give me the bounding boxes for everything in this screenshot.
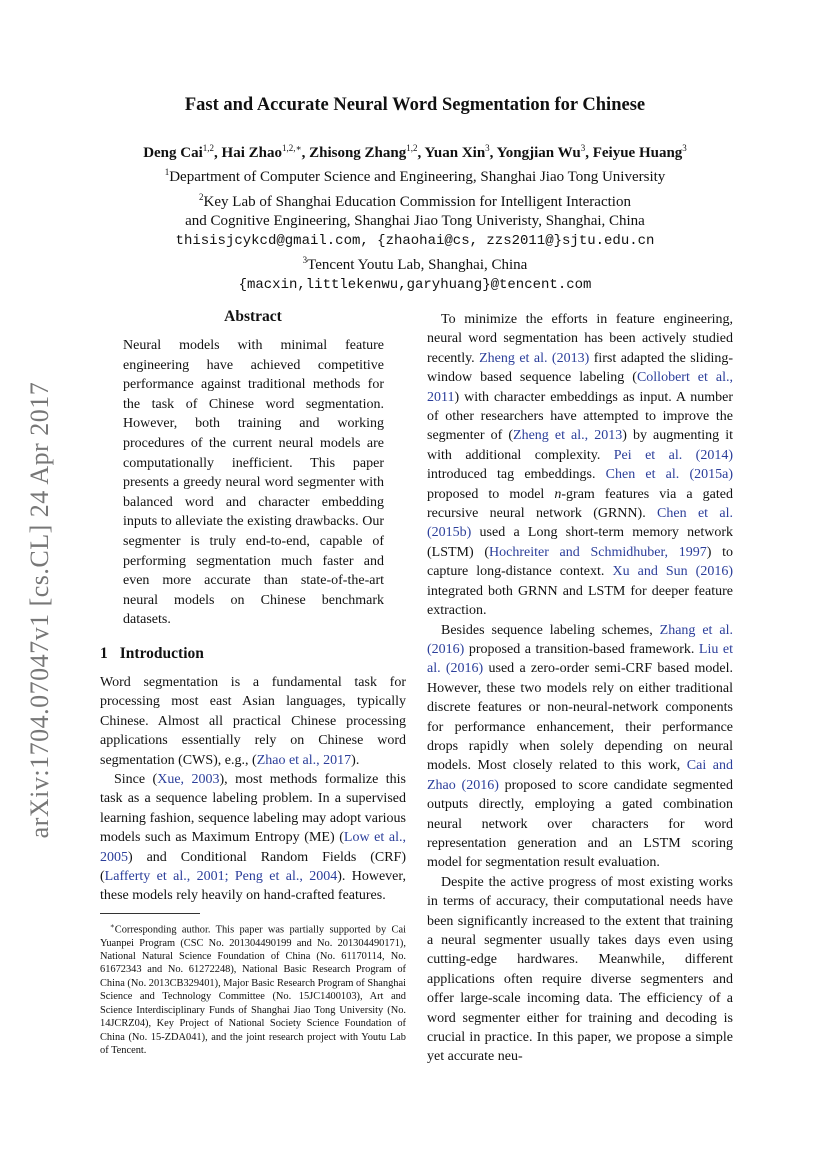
citation-link[interactable]: Zheng et al., 2013 xyxy=(513,428,623,444)
body-paragraph-neural: To minimize the efforts in feature engineering, neural word segmentation has been actively studied recently. Zheng et al. (2013) first adapted the sliding-window based sequence labeling (Collobert et al., 2011) with character embeddings as input. A number of other researchers have attempted to improve the segmenter of (Zheng et al., 2013) by augmenting it with additional complexity. Pei et al. (2014) introduced tag embeddings. Chen et al. (2015a) proposed to model n-gram features via a gated recursive neural network (GRNN). Chen et al. (2015b) used a Long short-term memory network (LSTM) (Hochreiter and Schmidhuber, 1997) to capture long-distance context. Xu and Sun (2016) integrated both GRNN and LSTM for deeper feature extraction. xyxy=(427,312,734,619)
citation-link[interactable]: Xu and Sun (2016) xyxy=(612,564,734,580)
citation-link[interactable]: Cai and Zhao (2016) xyxy=(427,758,733,793)
citation-link[interactable]: Zhao et al., 2017 xyxy=(256,752,352,768)
body-paragraph-efficiency: Despite the active progress of most existing works in terms of accuracy, their computational needs have been significantly increased to the extent that training a neural segmenter usually takes days even using cutting-edge hardwares. Meanwhile, different applications often require diverse segmenters and offer large-scale incoming data. The efficiency of a word segmenter either for training and decoding is crucial in practice. In this paper, we propose a simple yet accurate neu- xyxy=(427,874,733,1065)
body-paragraph-schemes: Besides sequence labeling schemes, Zhang et al. (2016) proposed a transition-based framework. Liu et al. (2016) used a zero-order semi-CRF based model. However, these two models rely on either traditional discrete features or non-neural-network components for performance enhancement, their performance drops rapidly when solely depending on neural models. Most closely related to this work, Cai and Zhao (2016) proposed to score candidate segmented outputs directly, employing a gated combination neural network over characters for word representation generation and an LSTM scoring model for segmentation result evaluation. xyxy=(427,622,734,871)
email-line-1: thisisjcykcd@gmail.com, {zhaohai@cs, zzs2011@}sjtu.edu.cn xyxy=(175,232,655,249)
intro-paragraph-1: Word segmentation is a fundamental task for processing most east Asian languages, typically Chinese. Almost all practical Chinese processing applications essentially rely on Chinese word segmentation (CWS), e.g., (Zhao et al., 2017). xyxy=(100,674,406,768)
right-column xyxy=(427,310,733,1067)
email-line-2: {macxin,littlekenwu,garyhuang}@tencent.com xyxy=(238,276,592,293)
author: Deng Cai$^{1,2}$, xyxy=(143,143,222,161)
citation-link[interactable]: Hochreiter and Schmidhuber, 1997 xyxy=(489,544,707,560)
citation-link[interactable]: Liu et al. (2016) xyxy=(427,641,734,677)
arxiv-identifier: arXiv:1704.07047v1 [cs.CL] 24 Apr 2017 xyxy=(25,381,54,839)
footnote-divider xyxy=(100,913,200,914)
citation-link[interactable]: Chen et al. (2015a) xyxy=(605,467,734,483)
author: Yuan Xin$^3$, xyxy=(424,143,497,161)
author: Hai Zhao$^{1,2,∗}$, xyxy=(221,143,310,161)
paper-title: Fast and Accurate Neural Word Segmentation for Chinese xyxy=(184,95,646,115)
intro-paragraph-2: Since (Xue, 2003), most methods formalize this task as a sequence labeling problem. In a supervised learning fashion, sequence labeling may adopt various models such as Maximum Entropy (ME) (Low et al., 2005) and Conditional Random Fields (CRF) (Lafferty et al., 2001; Peng et al., 2004). However, these models rely heavily on hand-crafted features. xyxy=(100,771,406,904)
author: Zhisong Zhang$^{1,2}$, xyxy=(309,143,425,161)
left-column xyxy=(100,308,406,1057)
arxiv-side-stamp xyxy=(18,360,62,860)
citation-link[interactable]: Lafferty et al., 2001; Peng et al., 2004 xyxy=(104,868,338,884)
affiliation-1: $^1$Department of Computer Science and Engineering, Shanghai Jiao Tong University xyxy=(164,167,666,185)
citation-link[interactable]: Xue, 2003 xyxy=(157,771,220,787)
citation-link[interactable]: Zhang et al. (2016) xyxy=(427,622,733,657)
citation-link[interactable]: Pei et al. (2014) xyxy=(613,447,733,463)
author: Yongjian Wu$^3$, xyxy=(496,143,593,161)
section-number: 1 xyxy=(100,644,108,662)
paper-header xyxy=(90,95,740,295)
abstract-heading: Abstract xyxy=(224,308,282,325)
citation-link[interactable]: Collobert et al., 2011 xyxy=(427,370,733,405)
affiliation-3: $^3$Tencent Youtu Lab, Shanghai, China xyxy=(302,255,528,273)
affiliation-2: $^2$Key Lab of Shanghai Education Commission for Intelligent Interaction xyxy=(199,191,631,210)
citation-link[interactable]: Low et al., 2005 xyxy=(100,830,406,865)
citation-link[interactable]: Chen et al. (2015b) xyxy=(427,506,733,541)
citation-link[interactable]: Zheng et al. (2013) xyxy=(479,350,590,366)
introduction-heading: 1 Introduction xyxy=(100,644,204,662)
footnote: ∗Corresponding author. This paper was partially supported by Cai Yuanpei Program (CSC No. 201304490199 and No. 201304490171), National Natural Science Foundation of China (No. 61170114, No. 61672343 and No. 61272248), National Basic Research Program of China (No. 2013CB329401), Major Basic Research Program of Shanghai Science and Technology Committee (No. 15JC1400103), Art and Science Interdisciplinary Funds of Shanghai Jiao Tong University (No. 14JCRZ04), Key Project of National Society Science Foundation of China (No. 15-ZDA041), and the joint research project with Youtu Lab of Tencent. xyxy=(100,921,406,1056)
abstract-text: Neural models with minimal feature engineering have achieved competitive performance against traditional methods for the task of Chinese word segmentation. However, both training and working procedures of the current neural models are computationally inefficient. This paper presents a greedy neural word segmenter with balanced word and character embedding inputs to alleviate the existing drawbacks. Our segmenter is truly end-to-end, capable of performing segmentation much faster and even more accurate than state-of-the-art neural models on Chinese benchmark datasets. xyxy=(123,338,384,628)
author-list xyxy=(90,138,740,163)
author: Feiyue Huang$^3$ xyxy=(592,143,687,161)
affiliation-2-cont: and Cognitive Engineering, Shanghai Jiao Tong Univeristy, Shanghai, China xyxy=(185,213,645,229)
